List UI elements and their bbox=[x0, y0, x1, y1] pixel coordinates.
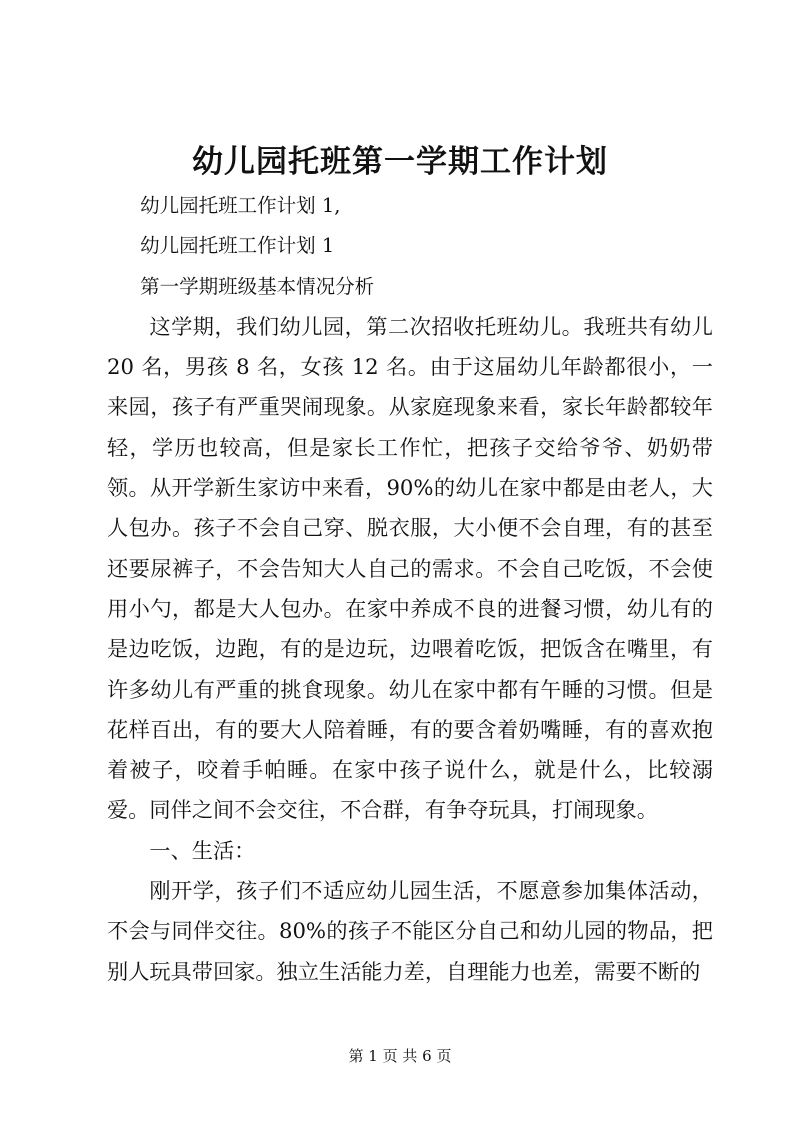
subheading-class-analysis: 第一学期班级基本情况分析 bbox=[140, 274, 375, 298]
subheading-plan-1-comma: 幼儿园托班工作计划 1, bbox=[140, 194, 341, 217]
paragraph-class-situation: 这学期，我们幼儿园，第二次招收托班幼儿。我班共有幼儿 20 名，男孩 8 名，女孩 12 名。由于这届幼儿年龄都很小，一来园，孩子有严重哭闹现象。从家庭现象来看，家长年龄都较年轻，学历也较高，但是家长工作忙，把孩子交给爷爷、奶奶带领。从开学新生家访中来看，90%的幼儿在家中都是由老人，大人包办。孩子不会自己穿、脱衣服，大小便不会自理，有的甚至还要尿裤子，不会告知大人自己的需求。不会自己吃饭，不会使用小勺，都是大人包办。在家中养成不良的进餐习惯，幼儿有的是边吃饭，边跑，有的是边玩，边喂着吃饭，把饭含在嘴里，有许多幼儿有严重的挑食现象。幼儿在家中都有午睡的习惯。但是花样百出，有的要大人陪着睡，有的要含着奶嘴睡，有的喜欢抱着被子，咬着手帕睡。在家中孩子说什么，就是什么，比较溺爱。同伴之间不会交往，不合群，有争夺玩具，打闹现象。 bbox=[107, 313, 713, 823]
section-heading-life: 一、生活： bbox=[149, 837, 256, 863]
subheading-plan-1: 幼儿园托班工作计划 1 bbox=[140, 234, 335, 258]
document-title: 幼儿园托班第一学期工作计划 bbox=[192, 144, 608, 180]
page-footer: 第 1 页 共 6 页 bbox=[348, 1047, 452, 1065]
document-body bbox=[107, 186, 713, 992]
paragraph-life: 刚开学，孩子们不适应幼儿园生活，不愿意参加集体活动，不会与同伴交往。80%的孩子不能区分自己和幼儿园的物品，把别人玩具带回家。独立生活能力差，自理能力也差，需要不断的 bbox=[107, 878, 713, 984]
